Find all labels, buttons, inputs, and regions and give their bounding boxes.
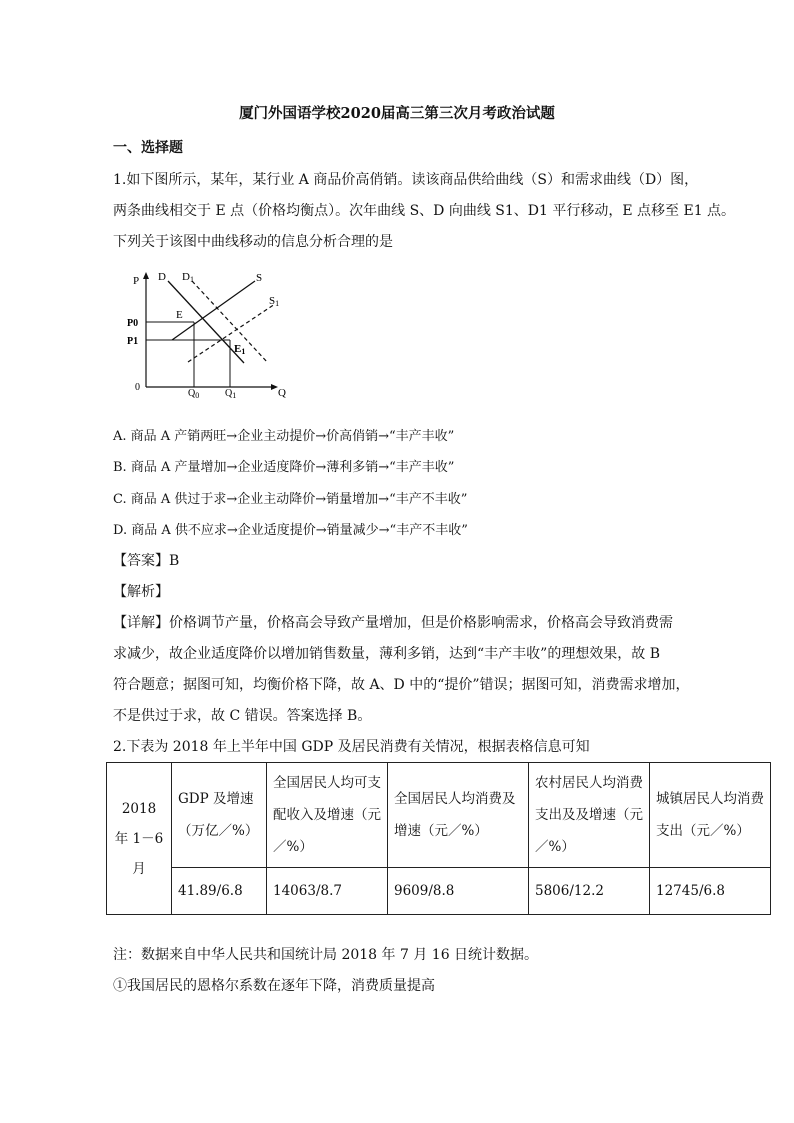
analysis-label: 【解析】 — [113, 584, 169, 600]
year-cell: 2018 年 1－6 月 — [107, 763, 172, 915]
p-axis-arrow — [143, 272, 149, 279]
table-header: 全国居民人均消费及增速（元／%） — [388, 763, 529, 868]
label-e: E — [176, 309, 183, 321]
label-q0: $Q_0$ — [188, 388, 200, 400]
explanation-line-3: 符合题意；据图可知，均衡价格下降，故 A、D 中的“提价”错误；据图可知，消费需求增加， — [113, 677, 690, 693]
label-origin: 0 — [135, 382, 140, 393]
table-cell: 14063/8.7 — [267, 868, 388, 915]
explanation-line-4: 不是供过于求，故 C 错误。答案选择 B。 — [113, 708, 372, 724]
table-cell: 9609/8.8 — [388, 868, 529, 915]
label-d: D — [158, 271, 166, 283]
option-d: D. 商品 A 供不应求→企业适度提价→销量减少→“丰产不丰收” — [113, 523, 468, 538]
table-header: GDP 及增速（万亿／%） — [172, 763, 267, 868]
table-header: 城镇居民人均消费支出（元／%） — [650, 763, 771, 868]
q1-stem-line-3: 下列关于该图中曲线移动的信息分析合理的是 — [113, 234, 393, 250]
label-d1: D1 — [182, 271, 194, 284]
q1-stem-line-1: 1.如下图所示，某年，某行业 A 商品价高俏销。读该商品供给曲线（S）和需求曲线（D）图， — [113, 172, 699, 188]
label-e1: E1 — [234, 343, 246, 356]
option-a: A. 商品 A 产销两旺→企业主动提价→价高俏销→“丰产丰收” — [113, 429, 455, 444]
q-axis-arrow — [271, 384, 278, 390]
table-cell: 12745/6.8 — [650, 868, 771, 915]
label-s1: S1 — [269, 295, 280, 308]
label-p0: P0 — [127, 318, 139, 329]
label-q1: $Q_1$ — [225, 388, 237, 400]
label-p1: P1 — [127, 336, 139, 347]
supply-demand-graph — [124, 262, 304, 402]
label-s: S — [256, 272, 263, 284]
table-row — [107, 868, 771, 915]
curve-s — [172, 281, 255, 340]
option-b: B. 商品 A 产量增加→企业适度降价→薄利多销→“丰产丰收” — [113, 460, 455, 475]
label-p-axis: P — [133, 275, 140, 287]
table-header: 全国居民人均可支配收入及增速（元／%） — [267, 763, 388, 868]
gdp-consumption-table — [106, 762, 771, 915]
section-heading: 一、选择题 — [113, 140, 183, 156]
page-title: 厦门外国语学校2020届高三第三次月考政治试题 — [239, 105, 555, 122]
table-header: 农村居民人均消费支出及及增速（元／%） — [529, 763, 650, 868]
option-c: C. 商品 A 供过于求→企业主动降价→销量增加→“丰产不丰收” — [113, 492, 468, 507]
explanation-line-1: 【详解】价格调节产量，价格高会导致产量增加，但是价格影响需求，价格高会导致消费需 — [113, 615, 673, 631]
table-cell: 41.89/6.8 — [172, 868, 267, 915]
answer: 【答案】B — [113, 553, 180, 569]
label-q-axis: Q — [278, 387, 286, 399]
q2-stem: 2.下表为 2018 年上半年中国 GDP 及居民消费有关情况，根据表格信息可知 — [113, 739, 590, 755]
q1-stem-line-2: 两条曲线相交于 E 点（价格均衡点）。次年曲线 S、D 向曲线 S1、D1 平行移动，E 点移至 E1 点。 — [113, 203, 736, 219]
table-header-row — [107, 763, 771, 868]
curve-s1 — [188, 304, 275, 362]
explanation-line-2: 求减少，故企业适度降价以增加销售数量，薄利多销，达到“丰产丰收”的理想效果，故 B — [113, 646, 661, 662]
q2-item-1: ①我国居民的恩格尔系数在逐年下降，消费质量提高 — [113, 978, 435, 994]
data-note: 注：数据来自中华人民共和国统计局 2018 年 7 月 16 日统计数据。 — [113, 947, 539, 963]
table-cell: 5806/12.2 — [529, 868, 650, 915]
